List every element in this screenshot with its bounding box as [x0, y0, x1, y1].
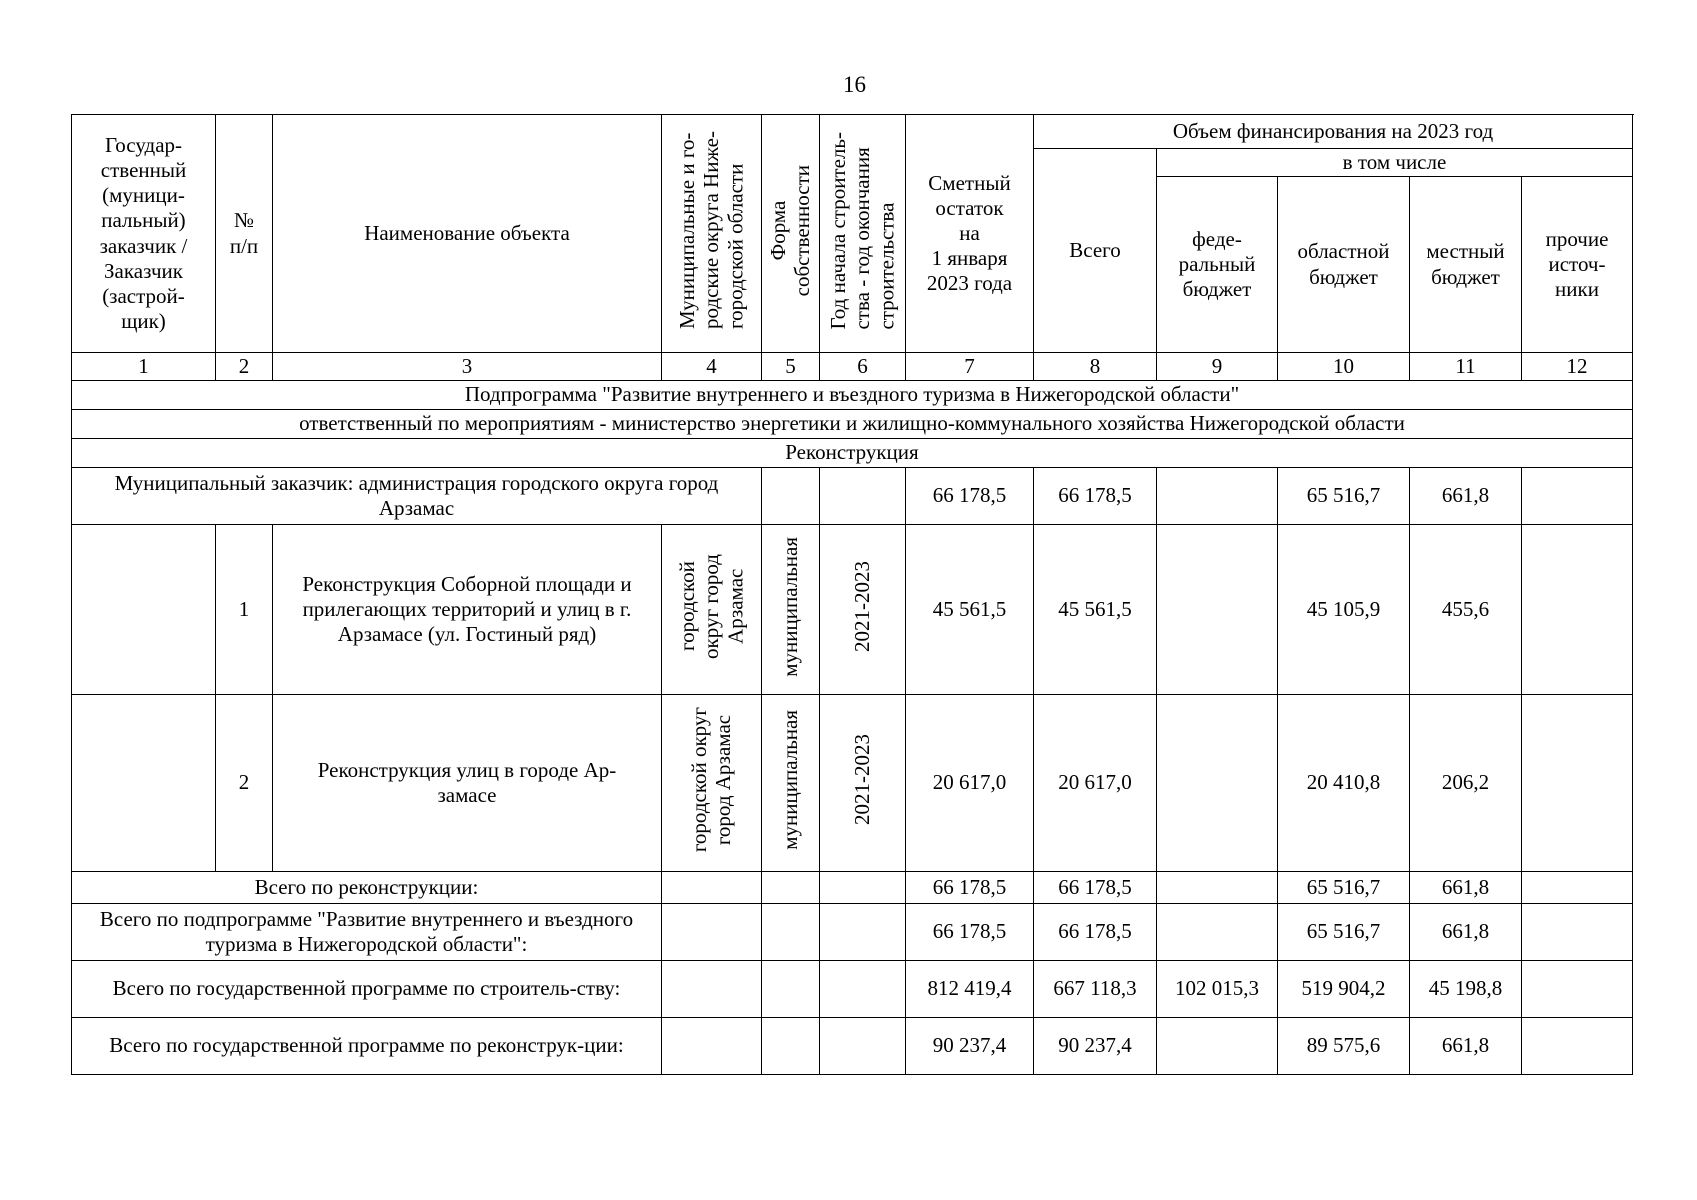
header-total: Всего: [1034, 149, 1157, 353]
cell-empty: [662, 904, 762, 961]
object-name: Реконструкция улиц в городе Ар- замасе: [273, 695, 662, 872]
cell-total: 45 561,5: [1034, 525, 1157, 695]
cell-empty: [820, 1018, 906, 1075]
section-row: [72, 439, 1633, 468]
col-number: 5: [762, 353, 820, 381]
cell-local: 661,8: [1410, 872, 1522, 904]
cell-local: 455,6: [1410, 525, 1522, 695]
cell-other: [1522, 525, 1633, 695]
total-label: Всего по подпрограмме "Развитие внутреннего и въездного туризма в Нижегородской области":: [72, 904, 662, 961]
col-number: 4: [662, 353, 762, 381]
total-label: Всего по государственной программе по реконструк-ции:: [72, 1018, 662, 1075]
object-name: Реконструкция Соборной площади и прилегающих территорий и улиц в г. Арзамасе (ул. Гостиный ряд): [273, 525, 662, 695]
col-number: 12: [1522, 353, 1633, 381]
cell-regional: 65 516,7: [1278, 904, 1410, 961]
cell-empty: [820, 872, 906, 904]
header-name: Наименование объекта: [273, 115, 662, 353]
object-years: 2021-2023: [820, 695, 906, 872]
cell-local: 45 198,8: [1410, 961, 1522, 1018]
header-row-1: [72, 115, 1633, 149]
header-financing: Объем финансирования на 2023 год: [1034, 115, 1633, 149]
cell-estimate: 66 178,5: [906, 904, 1034, 961]
financing-table: [71, 114, 1633, 1075]
customer-label: Муниципальный заказчик: администрация городского округа город Арзамас: [72, 468, 762, 525]
cell-federal: [1157, 872, 1278, 904]
cell-regional: 519 904,2: [1278, 961, 1410, 1018]
cell-regional: 89 575,6: [1278, 1018, 1410, 1075]
cell-other: [1522, 1018, 1633, 1075]
cell-total: 66 178,5: [1034, 872, 1157, 904]
cell-other: [1522, 904, 1633, 961]
cell-estimate: 45 561,5: [906, 525, 1034, 695]
cell-empty: [662, 872, 762, 904]
cell-empty: [820, 468, 906, 525]
cell-empty: [72, 525, 216, 695]
cell-regional: 20 410,8: [1278, 695, 1410, 872]
cell-federal: [1157, 695, 1278, 872]
col-number: 3: [273, 353, 662, 381]
subprogram-row: [72, 381, 1633, 410]
col-number: 10: [1278, 353, 1410, 381]
header-number: № п/п: [216, 115, 273, 353]
object-ownership: муниципальная: [762, 525, 820, 695]
cell-estimate: 812 419,4: [906, 961, 1034, 1018]
cell-other: [1522, 468, 1633, 525]
cell-empty: [820, 961, 906, 1018]
total-label: Всего по реконструкции:: [72, 872, 662, 904]
cell-other: [1522, 695, 1633, 872]
object-number: 1: [216, 525, 273, 695]
page-number: 16: [843, 72, 866, 97]
cell-empty: [762, 468, 820, 525]
cell-empty: [662, 961, 762, 1018]
cell-estimate: 90 237,4: [906, 1018, 1034, 1075]
responsible-row: [72, 410, 1633, 439]
cell-other: [1522, 872, 1633, 904]
object-ownership: муниципальная: [762, 695, 820, 872]
cell-estimate: 66 178,5: [906, 468, 1034, 525]
object-municipality: городской округ город Арзамас: [662, 695, 762, 872]
cell-empty: [762, 961, 820, 1018]
cell-empty: [762, 904, 820, 961]
object-number: 2: [216, 695, 273, 872]
cell-federal: [1157, 1018, 1278, 1075]
customer-row: [72, 468, 1633, 525]
col-number: 2: [216, 353, 273, 381]
cell-local: 661,8: [1410, 1018, 1522, 1075]
header-including: в том числе: [1157, 149, 1633, 177]
cell-total: 90 237,4: [1034, 1018, 1157, 1075]
subprogram-title: Подпрограмма "Развитие внутреннего и въездного туризма в Нижегородской области": [72, 381, 1633, 410]
cell-federal: [1157, 904, 1278, 961]
responsible-text: ответственный по мероприятиям - министерство энергетики и жилищно-коммунального хозяйства Нижегородской области: [72, 410, 1633, 439]
col-number: 11: [1410, 353, 1522, 381]
total-row: [72, 961, 1633, 1018]
cell-local: 661,8: [1410, 904, 1522, 961]
col-number: 6: [820, 353, 906, 381]
cell-empty: [820, 904, 906, 961]
col-number: 7: [906, 353, 1034, 381]
header-estimate: Сметный остаток на 1 января 2023 года: [906, 115, 1034, 353]
col-number: 9: [1157, 353, 1278, 381]
header-regional: областной бюджет: [1278, 177, 1410, 353]
cell-regional: 45 105,9: [1278, 525, 1410, 695]
cell-empty: [72, 695, 216, 872]
col-number: 8: [1034, 353, 1157, 381]
header-local: местный бюджет: [1410, 177, 1522, 353]
cell-empty: [762, 872, 820, 904]
total-row: [72, 1018, 1633, 1075]
cell-total: 20 617,0: [1034, 695, 1157, 872]
cell-federal: [1157, 525, 1278, 695]
cell-local: 661,8: [1410, 468, 1522, 525]
cell-empty: [762, 1018, 820, 1075]
object-municipality: городской округ город Арзамас: [662, 525, 762, 695]
cell-federal: 102 015,3: [1157, 961, 1278, 1018]
header-federal: феде- ральный бюджет: [1157, 177, 1278, 353]
total-row: [72, 872, 1633, 904]
cell-total: 66 178,5: [1034, 904, 1157, 961]
col-number: 1: [72, 353, 216, 381]
total-row: [72, 904, 1633, 961]
object-row: [72, 525, 1633, 695]
cell-total: 66 178,5: [1034, 468, 1157, 525]
header-years: Год начала строитель- ства - год окончания строительства: [820, 115, 906, 353]
cell-federal: [1157, 468, 1278, 525]
section-title: Реконструкция: [72, 439, 1633, 468]
cell-other: [1522, 961, 1633, 1018]
cell-estimate: 66 178,5: [906, 872, 1034, 904]
object-years: 2021-2023: [820, 525, 906, 695]
cell-empty: [662, 1018, 762, 1075]
cell-regional: 65 516,7: [1278, 468, 1410, 525]
header-customer: Государ- ственный (муници- пальный) заказчик / Заказчик (застрой- щик): [72, 115, 216, 353]
header-municipality: Муниципальные и го- родские округа Ниже- городской области: [662, 115, 762, 353]
cell-estimate: 20 617,0: [906, 695, 1034, 872]
cell-total: 667 118,3: [1034, 961, 1157, 1018]
total-label: Всего по государственной программе по строитель-ству:: [72, 961, 662, 1018]
cell-regional: 65 516,7: [1278, 872, 1410, 904]
cell-local: 206,2: [1410, 695, 1522, 872]
header-other: прочие источ- ники: [1522, 177, 1633, 353]
column-numbers-row: [72, 353, 1633, 381]
header-ownership: Форма собственности: [762, 115, 820, 353]
object-row: [72, 695, 1633, 872]
